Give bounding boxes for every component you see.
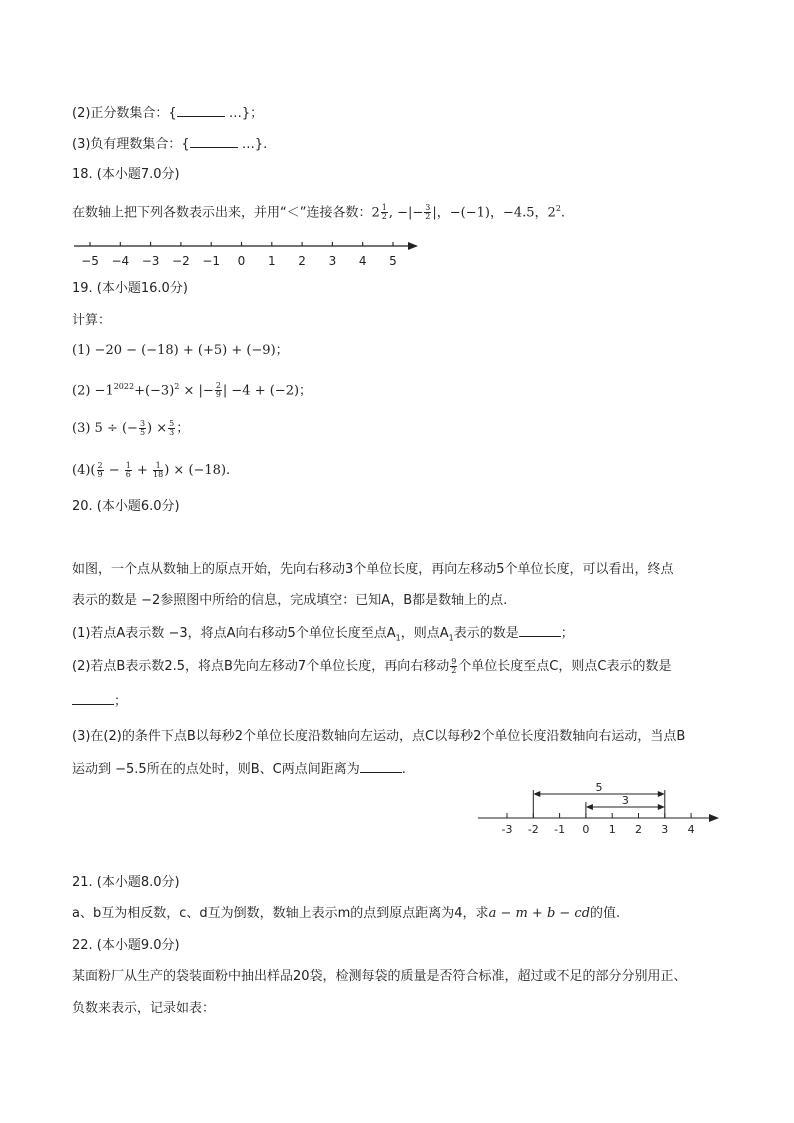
q19-p3: (3) 5 ÷ (− $\frac{3}{5}$ ) × $\frac{5}{3}$ ； bbox=[72, 419, 190, 437]
q21-text: a、b互为相反数，c、d互为倒数，数轴上表示m的点到原点距离为4，求a − m + b − cd的值. bbox=[72, 906, 621, 921]
axis-tick-label: 3 bbox=[661, 823, 669, 836]
q19-header: 19. (本小题16.0分) bbox=[72, 281, 188, 296]
axis-tick-label: 1 bbox=[267, 254, 276, 268]
q20-intro-2: 表示的数是 −2参照图中所给的信息，完成填空：已知A，B都是数轴上的点. bbox=[72, 593, 508, 608]
q22-header: 22. (本小题9.0分) bbox=[72, 938, 180, 953]
axis-tick-label: 2 bbox=[298, 254, 306, 268]
answer-blank[interactable] bbox=[190, 135, 238, 148]
answer-blank[interactable] bbox=[519, 624, 561, 637]
axis-tick-label: 5 bbox=[389, 254, 397, 268]
axis-tick-label: 3 bbox=[328, 254, 337, 268]
q21-header: 21. (本小题8.0分) bbox=[72, 875, 180, 890]
axis-tick-label: −4 bbox=[111, 254, 130, 268]
arrow-head-icon bbox=[658, 791, 665, 797]
fraction: $\frac{1}{18}$ bbox=[153, 461, 164, 479]
answer-blank[interactable] bbox=[72, 692, 114, 705]
answer-blank[interactable] bbox=[360, 760, 402, 773]
arrow-head-icon bbox=[658, 804, 665, 810]
q20-p3-line1: (3)在(2)的条件下点B以每秒2个单位长度沿数轴向左运动，点C以每秒2个单位长度沿数轴向右运动，当点B bbox=[72, 729, 686, 744]
q18-header: 18. (本小题7.0分) bbox=[72, 167, 180, 182]
axis-tick-label: -1 bbox=[554, 823, 566, 836]
q20-p3-line2: 运动到 −5.5所在的点处时，则B、C两点间距离为 . bbox=[72, 762, 406, 777]
axis-tick-label: 0 bbox=[582, 823, 590, 836]
axis-tick-label: 2 bbox=[635, 823, 642, 836]
q19-p1: (1) −20 − (−18) + (+5) + (−9)； bbox=[72, 343, 289, 358]
axis-tick-label: -3 bbox=[501, 823, 513, 836]
fraction: $\frac{5}{3}$ bbox=[169, 419, 175, 437]
arrow-left-5-label: 5 bbox=[595, 781, 603, 794]
q18-text: 在数轴上把下列各数表示出来，并用“＜”连接各数：2 $\frac{1}{2}$ , −|− $\frac{3}{2}$ |，−(−1)，−4.5，$2^2$. bbox=[72, 203, 566, 222]
axis-tick-label: 4 bbox=[358, 254, 367, 268]
fraction: $\frac{2}{9}$ bbox=[215, 381, 221, 400]
q20-p1: (1)若点A表示数 −3，将点A向右移动5个单位长度至点$A_1$，则点$A_1$表示的数是 ； bbox=[72, 626, 574, 643]
axis-tick-label: -2 bbox=[527, 823, 539, 836]
axis-tick-label: 0 bbox=[237, 254, 246, 268]
arrow-head-icon bbox=[709, 814, 719, 822]
axis-tick-label: 1 bbox=[608, 823, 616, 836]
fraction: $\frac{2}{9}$ bbox=[97, 461, 103, 479]
axis-tick-label: −1 bbox=[202, 254, 221, 268]
fraction: $\frac{3}{2}$ bbox=[425, 203, 431, 222]
q17-part3: (3)负有理数集合：{ …}. bbox=[72, 137, 268, 152]
arrow-head-icon bbox=[533, 791, 540, 797]
q22-text-1: 某面粉厂从生产的袋装面粉中抽出样品20袋，检测每袋的质量是否符合标准，超过或不足的部分分别用正、 bbox=[72, 969, 687, 984]
axis-tick-label: −3 bbox=[141, 254, 160, 268]
fraction: $\frac{9}{2}$ bbox=[451, 657, 457, 675]
q20-p2-blank: ； bbox=[72, 692, 127, 711]
q20-intro-1: 如图，一个点从数轴上的原点开始，先向右移动3个单位长度，再向左移动5个单位长度，可以看出，终点 bbox=[72, 562, 674, 577]
q19-intro: 计算： bbox=[72, 313, 112, 328]
fraction: $\frac{1}{6}$ bbox=[125, 461, 131, 479]
axis-tick-label: −2 bbox=[172, 254, 190, 268]
number-line-q18 bbox=[70, 232, 422, 272]
fraction: $\frac{1}{2}$ bbox=[381, 203, 387, 222]
axis-tick-label: −5 bbox=[81, 254, 99, 268]
q20-p2: (2)若点B表示数2.5，将点B先向左移动7个单位长度，再向右移动 $\frac{9}{2}$ 个单位长度至点C，则点C表示的数是 bbox=[72, 657, 672, 675]
arrow-right-3-label: 3 bbox=[621, 794, 629, 807]
axis-tick-label: 4 bbox=[687, 823, 695, 836]
number-line-q20 bbox=[472, 780, 724, 838]
arrow-head-icon bbox=[408, 242, 418, 250]
q19-p4: (4)( $\frac{2}{9}$ − $\frac{1}{6}$ + $\frac{1}{18}$ ) × (−18). bbox=[72, 461, 231, 479]
fraction: $\frac{3}{5}$ bbox=[139, 419, 146, 437]
answer-blank[interactable] bbox=[177, 104, 225, 117]
q17-part2: (2)正分数集合：{ …}； bbox=[72, 106, 264, 121]
arrow-head-icon bbox=[586, 804, 593, 810]
q22-text-2: 负数来表示，记录如表： bbox=[72, 1001, 216, 1016]
q20-header: 20. (本小题6.0分) bbox=[72, 499, 180, 514]
q19-p2: $(2) -1^{2022}+(-3)^2$ × |− $\frac{2}{9}$ | −4 + (−2)； bbox=[72, 381, 313, 400]
